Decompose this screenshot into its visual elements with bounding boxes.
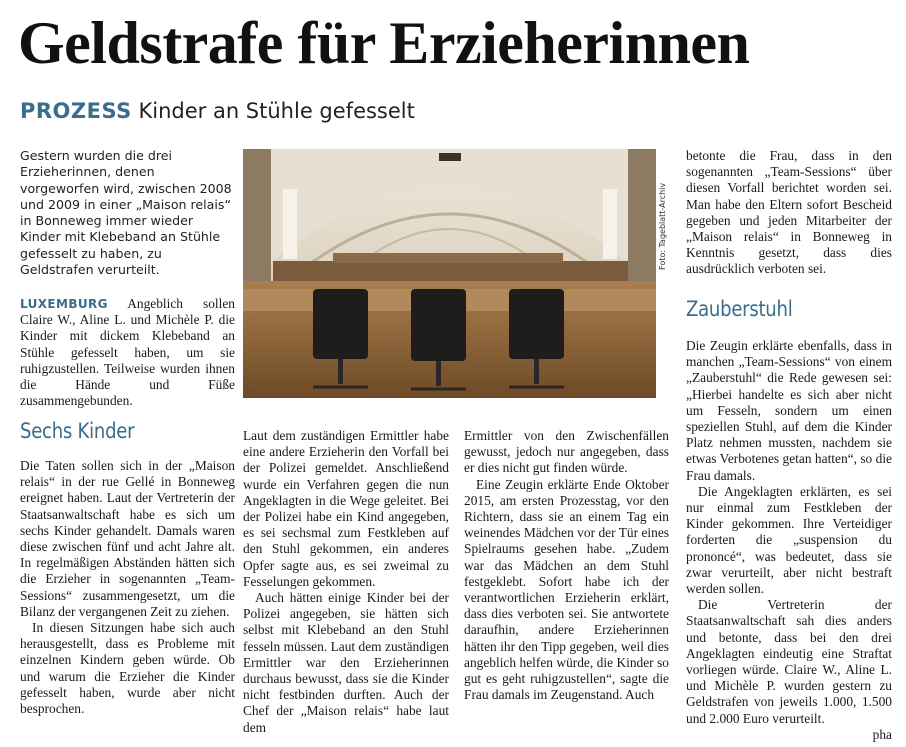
subhead-sechs-kinder: Sechs Kinder (20, 419, 135, 443)
col1-paragraph-2: In diesen Sitzungen habe sich auch herausgestellt, dass es Probleme mit einzelnen Kindern geben würde. Ob und warum die Erzieher die Kinder gefesselt haben, wurde aber nicht besprochen. (20, 620, 235, 717)
col3-paragraph-2: Eine Zeugin erklärte Ende Oktober 2015, am ersten Prozesstag, vor den Richtern, dass sie an einem Tag ein weinendes Mädchen vor der Tür eines Spielraums gesehen habe. „Zudem war das Mädchen an dem Stuhl festgeklebt. Sofort habe ich der verantwortlichen Erzieherin erklärt, dass dies verboten sei. Sie antwortete daraufhin, andere Erzieherinnen hätten ihr den Tipp gegeben, weil dies angeblich helfen würde, die Kinder so gut es geht ruhigzustellen“, sagte die Frau damals im Zeugenstand. Auch (464, 476, 669, 703)
col4-paragraph-2: Die Zeugin erklärte ebenfalls, dass in manchen „Team-Sessions“ von einem „Zauberstuhl“ die Rede gewesen sei: „Hierbei handelte es sich aber nicht um Fesseln, sondern um einen speziellen Stuhl, auf dem die Kinder Platz nehmen mussten, nachdem sie etwas Verbotenes getan hatten“, so die Frau damals. (686, 338, 892, 483)
col4-paragraph-1: betonte die Frau, dass in den sogenannten „Team-Sessions“ über diesen Vorfall berichtet worden sei. Man habe den Eltern sofort Bescheid gegeben und jeden Mitarbeiter der „Maison relais“ in Bonneweg in Kenntnis gesetzt, dass dies ausdrücklich verboten sei. (686, 148, 892, 277)
col2-paragraph-2: Auch hätten einige Kinder bei der Polizei angegeben, sie hätten sich selbst mit Klebeband an den Stuhl fesseln müssen. Laut dem zuständigen Ermittler war den Erzieherinnen durchaus bewusst, dass sie die Kinder nicht festbinden durften. Auch der Chef der „Maison relais“ habe laut dem (243, 590, 449, 735)
photo-credit: Foto: Tageblatt-Archiv (658, 182, 667, 270)
headline: Geldstrafe für Erzieherinnen (18, 10, 750, 76)
courtroom-image (243, 149, 656, 398)
kicker (20, 96, 880, 126)
intro-block (20, 296, 235, 409)
kicker-tag: PROZESS (20, 99, 132, 123)
column-3-body (464, 428, 669, 703)
subhead-zauberstuhl: Zauberstuhl (686, 297, 793, 321)
col3-paragraph-1: Ermittler von den Zwischenfällen gewusst, jedoch nur angegeben, dass er dies nicht gut finden würde. (464, 428, 669, 476)
col1-paragraph-1: Die Taten sollen sich in der „Maison relais“ in der rue Gellé in Bonneweg ereignet haben. Laut der Vertreterin der Staatsanwaltschaft habe es sich um sechs Kinder gehandelt. Damals waren diese zwischen fünf und acht Jahre alt. In regelmäßigen Abständen hätten sich die Erzieher in sogenannten „Team-Sessions“ zusammengesetzt, um die Bilanz der vergangenen Zeit zu ziehen. (20, 458, 235, 619)
column-1-body (20, 458, 235, 717)
courtroom-photo (243, 149, 656, 398)
author-initials: pha (872, 726, 892, 742)
col4-paragraph-3: Die Angeklagten erklärten, es sei nur einmal zum Festkleben der Kinder gekommen. Ihre Verteidiger forderten die „suspension du prononcé“, was bedeutet, dass sie zwar verurteilt, aber nicht bestraft werden sollen. (686, 483, 892, 597)
column-2-body (243, 428, 449, 736)
lead-paragraph: Gestern wurden die drei Erzieherinnen, denen vorgeworfen wird, zwischen 2008 und 2009 in einer „Maison relais“ in Bonneweg immer wieder Kinder mit Klebeband an Stühle gefesselt zu haben, zu Geldstrafen verurteilt. (20, 148, 232, 278)
column-4-body (686, 338, 892, 743)
kicker-text: Kinder an Stühle gefesselt (138, 99, 415, 123)
intro-paragraph: Angeblich sollen Claire W., Aline L. und Michèle P. die Kinder mit dickem Klebeband an Stühle gefesselt haben, um sie ruhigzustellen. Teilweise wurden ihnen die Hände und Füße zusammengebunden. (20, 296, 235, 409)
column-4-top (686, 148, 892, 278)
dateline: LUXEMBURG (20, 297, 108, 311)
col2-paragraph-1: Laut dem zuständigen Ermittler habe eine andere Erzieherin den Vorfall bei der Polizei gemeldet. Anschließend wurde ein Verfahren gegen die nun Angeklagten in die Wege geleitet. Bei der Polizei habe ein Kind angegeben, es sei sechsmal zum Festkleben auf den Stuhl gekommen, ein anderes Opfer sagte aus, es sei zweimal zu Fesselungen gekommen. (243, 428, 449, 589)
col4-paragraph-4: Die Vertreterin der Staatsanwaltschaft sah dies anders und betonte, dass bei den drei Angeklagten eindeutig eine Straftat vorliegen würde. Claire W., Aline L. und Michèle P. wurden gestern zu Geldstrafen von jeweils 1.000, 1.500 und 2.000 Euro verurteilt. (686, 597, 892, 726)
